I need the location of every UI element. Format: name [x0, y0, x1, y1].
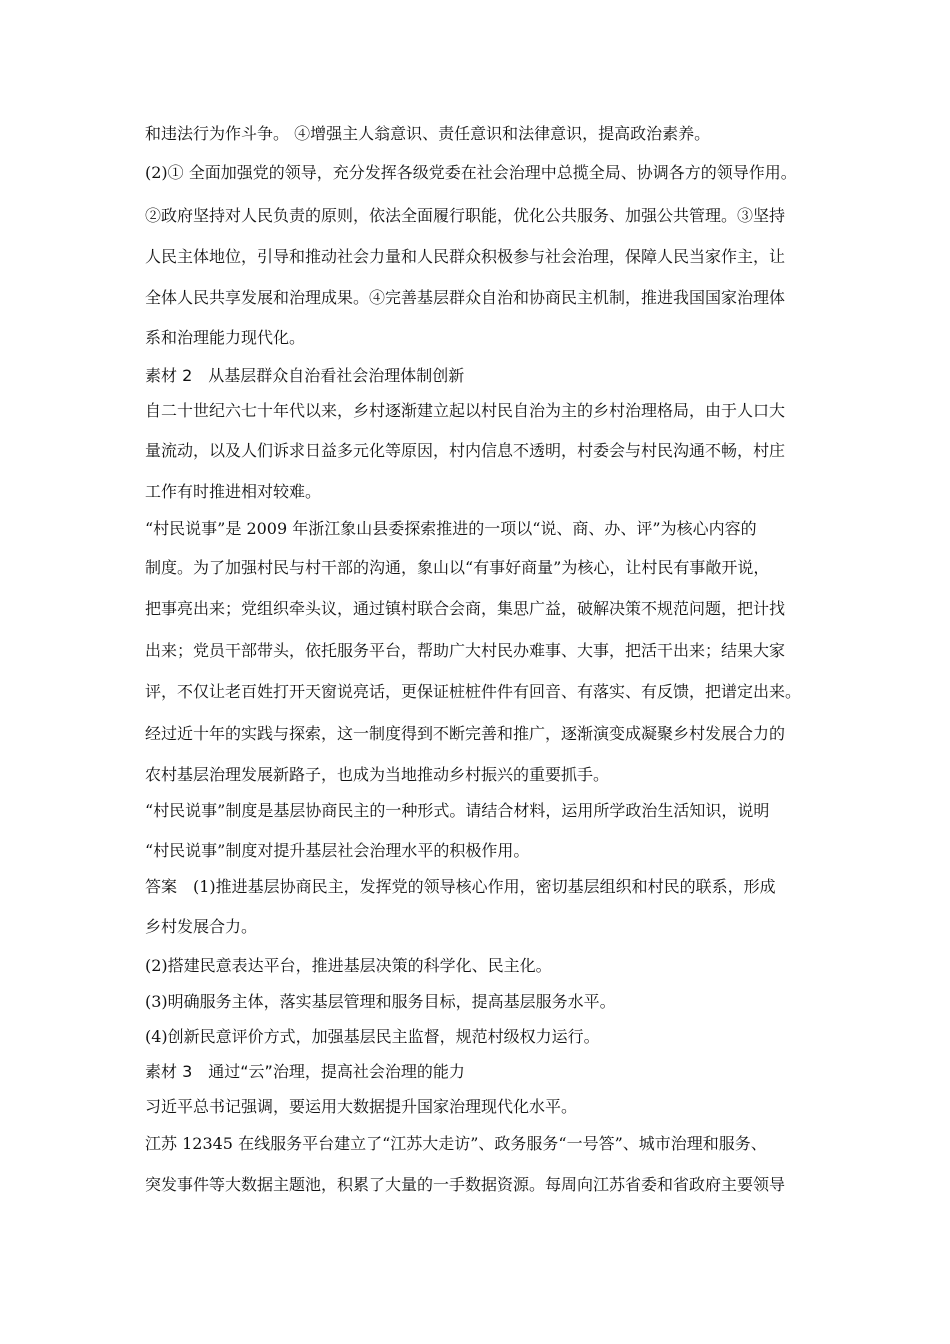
text-line: 自二十世纪六七十年代以来，乡村逐渐建立起以村民自治为主的乡村治理格局，由于人口大: [145, 401, 786, 420]
answer-line: (3)明确服务主体，落实基层管理和服务目标，提高基层服务水平。: [145, 992, 616, 1011]
text-line: 出来；党员干部带头，依托服务平台，帮助广大村民办难事、大事，把活干出来；结果大家: [145, 641, 786, 660]
text-line: 工作有时推进相对较难。: [145, 482, 322, 501]
text-line: 经过近十年的实践与探索，这一制度得到不断完善和推广，逐渐演变成凝聚乡村发展合力的: [145, 724, 786, 743]
text-line: 系和治理能力现代化。: [145, 328, 306, 347]
text-line: 江苏 12345 在线服务平台建立了“江苏大走访”、政务服务“一号答”、城市治理和服务、: [145, 1134, 767, 1153]
text-line: “村民说事”是 2009 年浙江象山县委探索推进的一项以“说、商、办、评”为核心内容的: [145, 519, 757, 538]
text-line: “村民说事”制度是基层协商民主的一种形式。请结合材料，运用所学政治生活知识，说明: [145, 801, 770, 820]
text-line: ②政府坚持对人民负责的原则，依法全面履行职能，优化公共服务、加强公共管理。③坚持: [145, 206, 786, 225]
text-line: “村民说事”制度对提升基层社会治理水平的积极作用。: [145, 841, 530, 860]
section-heading: 素材 2 从基层群众自治看社会治理体制创新: [145, 366, 465, 385]
text-line: 把事亮出来；党组织牵头议，通过镇村联合会商，集思广益，破解决策不规范问题，把计找: [145, 599, 786, 618]
answer-line: (2)搭建民意表达平台，推进基层决策的科学化、民主化。: [145, 956, 552, 975]
text-line: 全体人民共享发展和治理成果。④完善基层群众自治和协商民主机制，推进我国国家治理体: [145, 288, 786, 307]
answer-line: 乡村发展合力。: [145, 917, 258, 936]
text-line: 人民主体地位，引导和推动社会力量和人民群众积极参与社会治理，保障人民当家作主，让: [145, 247, 786, 266]
text-line: 农村基层治理发展新路子，也成为当地推动乡村振兴的重要抓手。: [145, 765, 610, 784]
text-line: 和违法行为作斗争。 ④增强主人翁意识、责任意识和法律意识，提高政治素养。: [145, 124, 711, 143]
text-line: 习近平总书记强调，要运用大数据提升国家治理现代化水平。: [145, 1097, 578, 1116]
text-line: 制度。为了加强村民与村干部的沟通，象山以“有事好商量”为核心，让村民有事敞开说，: [145, 558, 770, 577]
answer-line: 答案 (1)推进基层协商民主，发挥党的领导核心作用，密切基层组织和村民的联系，形成: [145, 877, 776, 896]
text-line: 突发事件等大数据主题池，积累了大量的一手数据资源。每周向江苏省委和省政府主要领导: [145, 1175, 786, 1194]
text-line: 评，不仅让老百姓打开天窗说亮话，更保证桩桩件件有回音、有落实、有反馈，把谱定出来。: [145, 682, 802, 701]
text-line: 量流动，以及人们诉求日益多元化等原因，村内信息不透明，村委会与村民沟通不畅，村庄: [145, 441, 786, 460]
section-heading: 素材 3 通过“云”治理，提高社会治理的能力: [145, 1062, 465, 1081]
text-line: (2)① 全面加强党的领导，充分发挥各级党委在社会治理中总揽全局、协调各方的领导作用。: [145, 163, 797, 182]
answer-line: (4)创新民意评价方式，加强基层民主监督，规范村级权力运行。: [145, 1027, 600, 1046]
